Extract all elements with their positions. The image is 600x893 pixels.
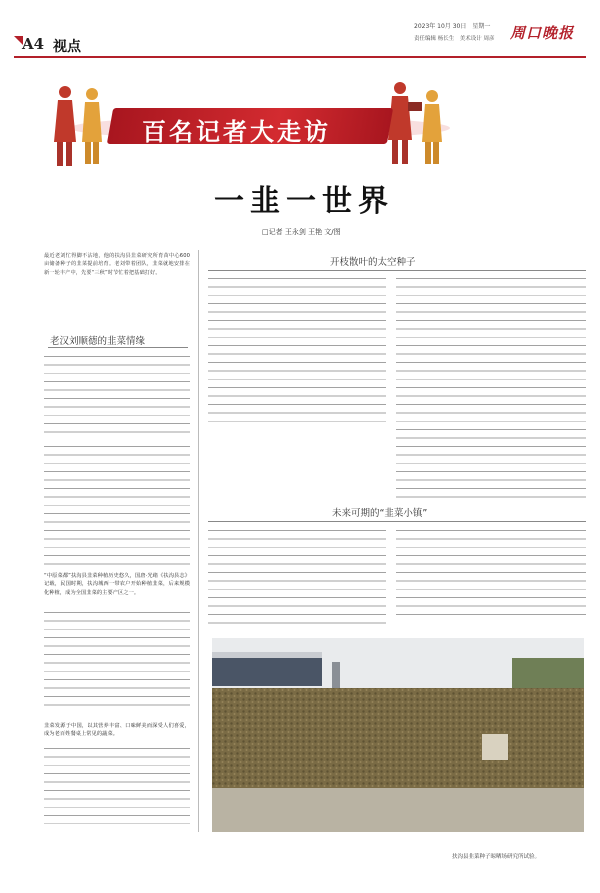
body-text-block xyxy=(44,748,190,824)
photo-caption: 扶沟县韭菜种子晾晒场研究所试验。 xyxy=(452,854,541,860)
article-photo xyxy=(212,638,584,832)
column-divider xyxy=(198,250,199,832)
body-text-block xyxy=(396,530,586,622)
body-text-block xyxy=(44,612,190,712)
header-rule xyxy=(14,56,586,58)
section-title-underline xyxy=(208,521,586,522)
field-photo-icon xyxy=(212,638,584,832)
body-text-block xyxy=(44,446,190,566)
article-lead: 最近老刘忙得脚不沾地，他的扶沟县韭菜研究所育苗中心600亩储备种子的韭菜提前培育。老刘带着团队，韭菜就地安排在新一轮丰产中，先要“三秋”时节忙着把基础打好。 xyxy=(44,253,190,276)
body-text-block xyxy=(396,278,586,498)
callout-text: “中原菜都”扶沟县韭菜种植历史悠久，国唐·光绪《扶沟县志》记载，民国时期，扶沟城西一带农户开始种植韭菜，后来规模化种植，成为全国韭菜的主要产区之一。 xyxy=(44,573,190,596)
body-text-block xyxy=(208,530,386,630)
date-line: 2023年 10月 30日 星期一 xyxy=(414,23,491,30)
page-header xyxy=(0,0,600,60)
article-headline: 一韭一世界 xyxy=(214,184,394,219)
section-title-1: 老汉刘顺德的韭菜情缘 xyxy=(50,336,146,347)
column-banner xyxy=(30,72,470,172)
article-byline: □记者 王永剑 王艳 文/图 xyxy=(262,228,341,236)
section-title-underline xyxy=(48,347,188,348)
section-title-underline xyxy=(208,270,586,271)
section-title-2: 开枝散叶的太空种子 xyxy=(330,257,416,268)
body-text-block xyxy=(208,278,386,428)
page-number: A4 xyxy=(22,35,45,53)
paper-name: 周口晚报 xyxy=(510,24,575,42)
callout-text: 韭菜发源于中国，以其营养丰富、口味鲜美而深受人们喜爱，成为老百姓餐桌上常见的蔬菜。 xyxy=(44,723,190,738)
body-text-block xyxy=(44,356,190,438)
section-title-3: 未来可期的“韭菜小镇” xyxy=(332,508,428,519)
section-title: 视点 xyxy=(53,39,81,55)
column-title: 百名记者大走访 xyxy=(142,118,331,146)
staff-line: 责任编辑 杨长生 美术设计 周彦 xyxy=(414,36,495,42)
